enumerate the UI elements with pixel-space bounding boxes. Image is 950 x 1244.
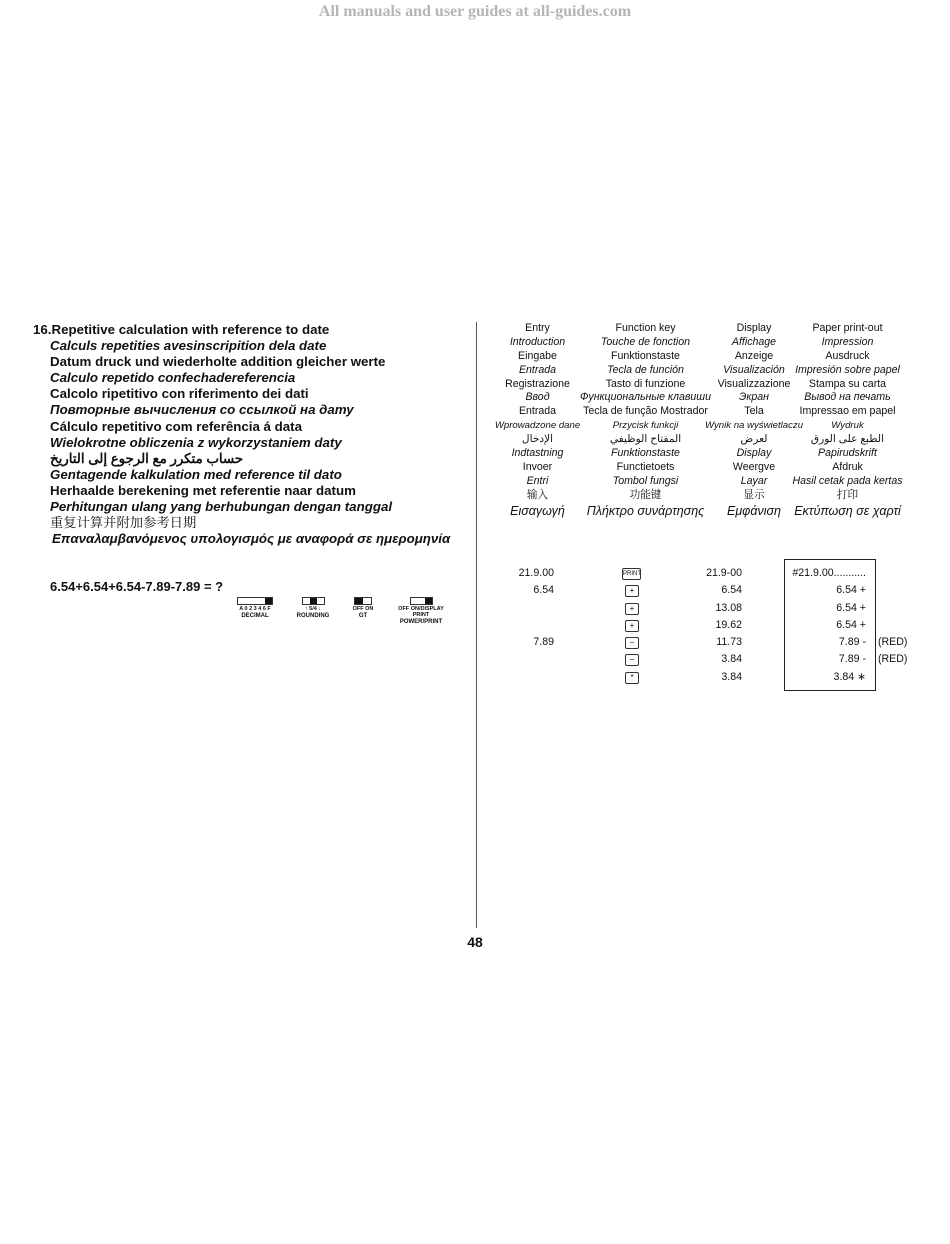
legend-entry-label: Entry — [525, 322, 550, 334]
legend-print-out-label: Вывод на печать — [804, 391, 891, 404]
legend-print-out-label: الطبع على الورق — [810, 433, 885, 446]
legend-entry-label: Εισαγωγή — [510, 503, 565, 518]
legend-function-key-label: Funktionstaste — [611, 349, 680, 362]
legend-print-out-label: Afdruk — [832, 460, 863, 473]
power-print-switch-label: POWER/PRINT — [399, 619, 443, 625]
step-function-key-icon: + — [625, 585, 639, 597]
legend-entry-label: الإدخال — [521, 433, 554, 446]
legend-row — [490, 391, 910, 405]
legend-row — [490, 322, 910, 336]
legend-function-key-label: Touche de fonction — [600, 335, 691, 348]
section-title-line: Datum druck und wiederholte addition gleicher werte — [50, 354, 386, 370]
legend-display-label: لعرض — [740, 433, 768, 446]
section-title-line: Calculs repetities avesinscripition dela date — [50, 338, 327, 354]
gt-switch-label: GT — [358, 613, 368, 619]
legend-display-label: 显示 — [743, 488, 765, 501]
legend-row — [490, 350, 910, 364]
step-display: 13.08 — [715, 601, 742, 614]
example-equation: 6.54+6.54+6.54-7.89-7.89 = ? — [50, 579, 224, 594]
legend-print-out-label: 打印 — [836, 488, 859, 501]
legend-display-label: Display — [736, 447, 772, 460]
step-display: 6.54 — [721, 584, 742, 597]
calc-step-row — [490, 600, 930, 617]
legend-row — [490, 405, 910, 419]
legend-display-label: Layar — [740, 474, 768, 487]
calc-step-row — [490, 651, 930, 668]
legend-print-out-label: Hasil cetak pada kertas — [792, 474, 903, 487]
legend-entry-label: Entri — [526, 474, 549, 487]
step-print-out: 7.89 - — [838, 636, 866, 649]
section-title-line: Επαναλαμβανόμενος υπολογισμός με αναφορά σε ημερομηνία — [52, 531, 451, 547]
legend-display-label: Wynik na wyświetlaczu — [704, 420, 804, 432]
section-title-line: Perhitungan ulang yang berhubungan dengan tanggal — [50, 499, 393, 515]
rounding-switch-marks: ↑ 5/4 ↓ — [304, 606, 322, 612]
legend-row — [490, 433, 910, 447]
legend-function-key-label: Tasto di funzione — [605, 377, 686, 390]
legend-entry-label: Invoer — [522, 460, 553, 473]
legend-display-label: Visualizzazione — [717, 377, 791, 390]
step-display: 19.62 — [715, 618, 742, 631]
section-title-line: Calcolo ripetitivo con riferimento dei dati — [50, 386, 309, 402]
legend-function-key-label: Functietoets — [616, 460, 675, 473]
step-function-key-icon: − — [625, 654, 639, 666]
legend-display-label: Anzeige — [734, 349, 774, 362]
step-function-key-icon: + — [625, 603, 639, 615]
decimal-switch-label: DECIMAL — [241, 613, 269, 619]
step-note: (RED) — [878, 636, 908, 649]
legend-row — [490, 447, 910, 461]
step-display: 11.73 — [716, 636, 742, 649]
calc-step-row — [490, 582, 930, 599]
power-print-switch-marks: OFF ON/DISPLAY PRINT — [398, 606, 444, 618]
step-function-key-icon: − — [625, 637, 639, 649]
step-print-out: 3.84 ∗ — [833, 670, 866, 683]
legend-print-out-label: Impressao em papel — [799, 405, 896, 418]
section-title-line: Wielokrotne obliczenia z wykorzystaniem daty — [50, 434, 342, 450]
section-title-line: 重复计算并附加参考日期 — [50, 515, 197, 531]
legend-function-key-label: المفتاح الوظيفي — [609, 433, 682, 446]
step-display: 21.9-00 — [706, 567, 742, 579]
legend-print-out-label: Ausdruck — [825, 349, 870, 362]
step-function-key-icon: PRINT — [622, 568, 641, 580]
rounding-switch — [293, 597, 333, 619]
legend-display-label: Affichage — [731, 335, 777, 348]
legend-print-out-label: Εκτύπωση σε χαρτί — [794, 503, 901, 518]
legend-print-out-label: Wydruk — [831, 420, 864, 432]
calc-step-row — [490, 634, 930, 651]
legend-function-key-label: Tecla de função Mostrador — [583, 405, 708, 418]
legend-entry-label: Entrada — [518, 405, 557, 418]
section-title-line: Повторные вычисления со ссылкой на дату — [50, 402, 354, 418]
legend-display-label: Экран — [739, 391, 769, 404]
step-entry: 21.9.00 — [518, 567, 554, 579]
column-divider — [476, 322, 477, 928]
legend-function-key-label: 功能键 — [629, 488, 662, 501]
calc-step-row — [490, 617, 930, 634]
legend-row — [490, 378, 910, 392]
legend-entry-label: Indtastning — [511, 447, 564, 460]
legend-row — [490, 503, 910, 519]
legend-function-key-label: Функциональные клавиши — [580, 391, 711, 404]
decimal-switch — [235, 597, 275, 619]
step-function-key-icon: * — [625, 672, 639, 684]
rounding-switch-label: ROUNDING — [296, 613, 330, 619]
legend-row — [490, 489, 910, 503]
legend-entry-label: 输入 — [526, 488, 549, 501]
step-display: 3.84 — [721, 670, 742, 683]
legend-row — [490, 461, 910, 475]
legend-row — [490, 475, 910, 489]
legend-entry-label: Wprowadzone dane — [494, 420, 581, 432]
column-legend — [490, 322, 910, 519]
step-print-out: #21.9.00........... — [792, 567, 866, 579]
legend-print-out-label: Paper print-out — [812, 322, 883, 334]
legend-row — [490, 419, 910, 433]
switch-settings — [235, 597, 455, 623]
page-number: 48 — [467, 934, 483, 950]
section-title-line: 16.Repetitive calculation with reference to date — [33, 322, 330, 337]
step-note: (RED) — [878, 653, 908, 666]
legend-entry-label: Ввод — [525, 391, 550, 404]
gt-switch — [348, 597, 378, 619]
step-print-out: 7.89 - — [838, 653, 866, 666]
legend-entry-label: Registrazione — [505, 377, 570, 390]
legend-display-label: Display — [736, 322, 772, 334]
section-title-line: Calculo repetido confechadereferencia — [50, 370, 296, 386]
section-title-line: Cálculo repetitivo com referência á data — [50, 418, 302, 434]
legend-display-label: Εμφάνιση — [727, 503, 781, 518]
legend-function-key-label: Tombol fungsi — [612, 474, 679, 487]
step-function-key-icon: + — [625, 620, 639, 632]
step-display: 3.84 — [721, 653, 742, 666]
legend-row — [490, 336, 910, 350]
section-title-line: Herhaalde berekening met referentie naar datum — [50, 482, 356, 498]
legend-function-key-label: Πλήκτρο συνάρτησης — [586, 503, 705, 518]
calc-step-row — [490, 669, 930, 686]
step-print-out: 6.54 + — [836, 584, 866, 597]
legend-display-label: Tela — [744, 405, 764, 418]
calculation-steps — [490, 565, 930, 686]
step-print-out: 6.54 + — [836, 601, 866, 614]
legend-function-key-label: Przycisk funkcji — [612, 420, 679, 432]
legend-function-key-label: Funktionstaste — [611, 447, 680, 460]
step-entry: 6.54 — [533, 584, 554, 597]
step-entry: 7.89 — [533, 636, 554, 649]
legend-row — [490, 364, 910, 378]
calc-step-row — [490, 565, 930, 582]
gt-switch-marks: OFF ON — [352, 606, 374, 612]
section-title-line: حساب متكرر مع الرجوع إلى التاريخ — [50, 450, 244, 466]
legend-entry-label: Entrada — [518, 363, 557, 376]
decimal-switch-marks: A 0 2 3 4 6 F — [239, 606, 271, 612]
watermark: All manuals and user guides at all-guides.com — [318, 3, 632, 20]
legend-function-key-label: Tecla de función — [607, 363, 684, 376]
legend-print-out-label: Impression — [821, 335, 874, 348]
legend-entry-label: Introduction — [509, 335, 566, 348]
legend-display-label: Visualización — [723, 363, 785, 376]
section-title-line: Gentagende kalkulation med reference til dato — [50, 466, 342, 482]
section-titles — [33, 322, 463, 547]
power-print-switch — [395, 597, 447, 625]
legend-entry-label: Eingabe — [518, 349, 557, 362]
legend-print-out-label: Impresión sobre papel — [795, 363, 900, 376]
legend-print-out-label: Stampa su carta — [808, 377, 887, 390]
legend-display-label: Weergve — [732, 460, 776, 473]
legend-print-out-label: Papirudskrift — [818, 447, 877, 460]
step-print-out: 6.54 + — [836, 618, 866, 631]
legend-function-key-label: Function key — [615, 322, 676, 334]
